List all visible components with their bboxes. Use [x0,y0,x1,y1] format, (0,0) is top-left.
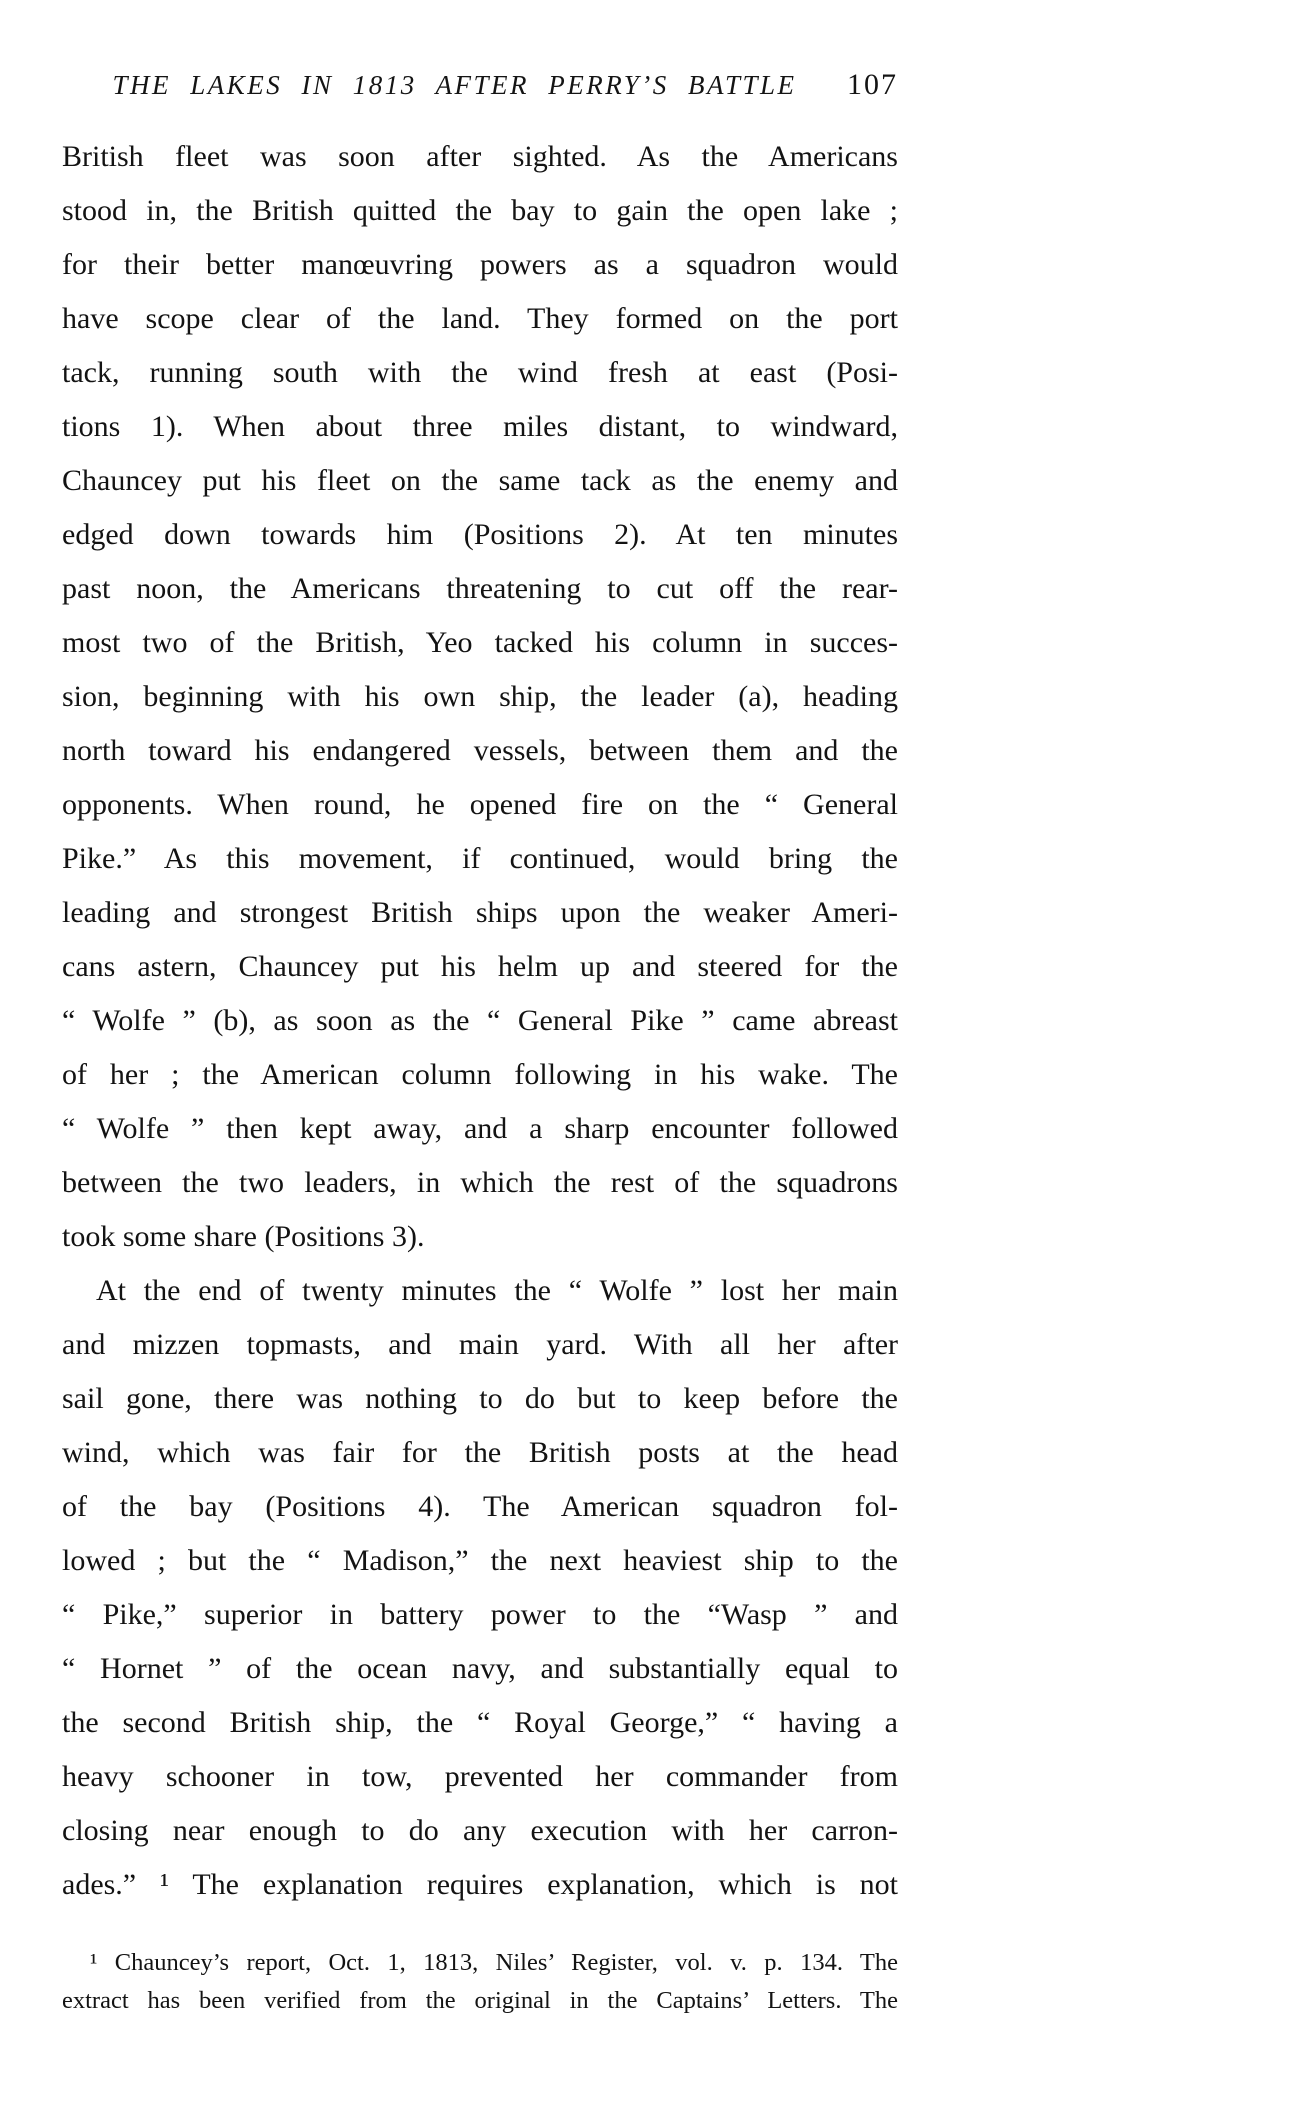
text-line: edged down towards him (Positions 2). At ten minutes [62,518,898,551]
footnote-text [62,1944,898,2020]
text-line: leading and strongest British ships upon the weaker Ameri- [62,896,898,929]
paragraph-2 [62,1264,898,1912]
text-line: At the end of twenty minutes the “ Wolfe ” lost her main [96,1274,898,1307]
text-line: between the two leaders, in which the rest of the squadrons [62,1166,898,1199]
text-line: tions 1). When about three miles distant, to windward, [62,410,898,443]
text-line: ades.” ¹ The explanation requires explanation, which is not [62,1868,898,1901]
text-line: past noon, the Americans threatening to cut off the rear- [62,572,898,605]
text-line: heavy schooner in tow, prevented her commander from [62,1760,898,1793]
text-line: sail gone, there was nothing to do but to keep before the [62,1382,898,1415]
text-line: sion, beginning with his own ship, the leader (a), heading [62,680,898,713]
text-line: lowed ; but the “ Madison,” the next heaviest ship to the [62,1544,898,1577]
text-line: “ Wolfe ” then kept away, and a sharp encounter followed [62,1112,898,1145]
text-line: cans astern, Chauncey put his helm up and steered for the [62,950,898,983]
page-number: 107 [847,68,898,101]
text-line: of the bay (Positions 4). The American squadron fol- [62,1490,898,1523]
text-line: took some share (Positions 3). [62,1220,425,1253]
running-head [62,68,898,102]
text-line: extract has been verified from the original in the Captains’ Letters. The [62,1987,898,2014]
text-line: Pike.” As this movement, if continued, would bring the [62,842,898,875]
body-text [62,130,898,1912]
text-line: of her ; the American column following in his wake. The [62,1058,898,1091]
text-line: Chauncey put his fleet on the same tack as the enemy and [62,464,898,497]
text-line: for their better manœuvring powers as a squadron would [62,248,898,281]
text-line: British fleet was soon after sighted. As the Americans [62,140,898,173]
text-line: “ Pike,” superior in battery power to the “Wasp ” and [62,1598,898,1631]
running-title: THE LAKES IN 1813 AFTER PERRY’S BATTLE [112,70,797,100]
text-line: closing near enough to do any execution with her carron- [62,1814,898,1847]
text-line: and mizzen topmasts, and main yard. With all her after [62,1328,898,1361]
text-line: wind, which was fair for the British posts at the head [62,1436,898,1469]
text-line: opponents. When round, he opened fire on the “ General [62,788,898,821]
text-line: most two of the British, Yeo tacked his column in succes- [62,626,898,659]
text-line: “ Wolfe ” (b), as soon as the “ General Pike ” came abreast [62,1004,898,1037]
text-line: north toward his endangered vessels, between them and the [62,734,898,767]
text-line: ¹ Chauncey’s report, Oct. 1, 1813, Niles’ Register, vol. v. p. 134. The [90,1949,898,1976]
text-line: stood in, the British quitted the bay to gain the open lake ; [62,194,898,227]
footnote [62,1944,898,2020]
text-line: the second British ship, the “ Royal George,” “ having a [62,1706,898,1739]
paragraph-1 [62,130,898,1264]
text-line: “ Hornet ” of the ocean navy, and substantially equal to [62,1652,898,1685]
text-line: tack, running south with the wind fresh at east (Posi- [62,356,898,389]
text-line: have scope clear of the land. They formed on the port [62,302,898,335]
